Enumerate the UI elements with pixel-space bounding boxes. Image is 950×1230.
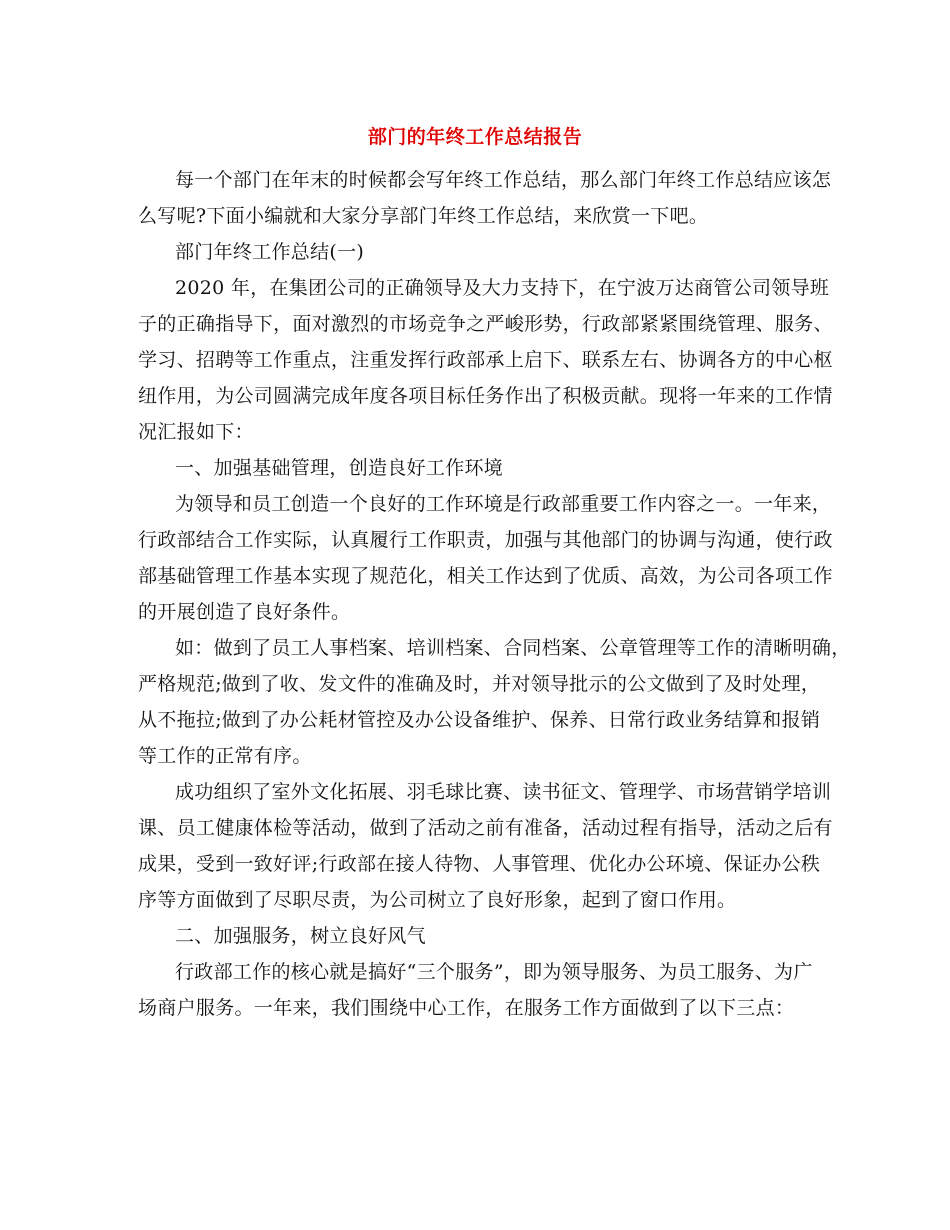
- text-line: 为领导和员工创造一个良好的工作环境是行政部重要工作内容之一。一年来，: [175, 493, 832, 515]
- text-line: 么写呢?下面小编就和大家分享部门年终工作总结，来欣赏一下吧。: [138, 205, 709, 227]
- text-line: 部基础管理工作基本实现了规范化，相关工作达到了优质、高效，为公司各项工作: [138, 565, 833, 587]
- text-line: 2020 年，在集团公司的正确领导及大力支持下，在宁波万达商管公司领导班: [175, 277, 830, 299]
- text-line: 纽作用，为公司圆满完成年度各项目标任务作出了积极贡献。现将一年来的工作情: [138, 385, 833, 407]
- section-heading: 部门年终工作总结(一): [175, 241, 365, 263]
- section-heading: 一、加强基础管理，创造良好工作环境: [175, 457, 504, 479]
- text-line: 课、员工健康体检等活动，做到了活动之前有准备，活动过程有指导，活动之后有: [138, 817, 833, 839]
- text-line: 序等方面做到了尽职尽责，为公司树立了良好形象，起到了窗口作用。: [138, 889, 737, 911]
- text-line: 严格规范;做到了收、发文件的准确及时，并对领导批示的公文做到了及时处理，: [138, 673, 821, 695]
- text-line: 况汇报如下：: [138, 421, 254, 443]
- text-line: 如：做到了员工人事档案、培训档案、合同档案、公章管理等工作的清晰明确，: [175, 637, 851, 659]
- text-line: 的开展创造了良好条件。: [138, 601, 351, 623]
- text-line: 成果，受到一致好评;行政部在接人待物、人事管理、优化办公环境、保证办公秩: [138, 853, 821, 875]
- text-line: 成功组织了室外文化拓展、羽毛球比赛、读书征文、管理学、市场营销学培训: [175, 781, 832, 803]
- text-line: 行政部结合工作实际，认真履行工作职责，加强与其他部门的协调与沟通，使行政: [138, 529, 833, 551]
- text-line: 等工作的正常有序。: [138, 745, 312, 767]
- text-line: 每一个部门在年末的时候都会写年终工作总结，那么部门年终工作总结应该怎: [175, 169, 832, 191]
- text-line: 学习、招聘等工作重点，注重发挥行政部承上启下、联系左右、协调各方的中心枢: [138, 349, 833, 371]
- text-line: 子的正确指导下，面对激烈的市场竞争之严峻形势，行政部紧紧围绕管理、服务、: [138, 313, 833, 335]
- text-line: 场商户服务。一年来，我们围绕中心工作，在服务工作方面做到了以下三点：: [138, 997, 795, 1019]
- section-heading: 二、加强服务，树立良好风气: [175, 925, 426, 947]
- text-line: 行政部工作的核心就是搞好“三个服务”，即为领导服务、为员工服务、为广: [175, 961, 813, 983]
- text-line: 从不拖拉;做到了办公耗材管控及办公设备维护、保养、日常行政业务结算和报销: [138, 709, 821, 731]
- document-title: 部门的年终工作总结报告: [367, 126, 583, 148]
